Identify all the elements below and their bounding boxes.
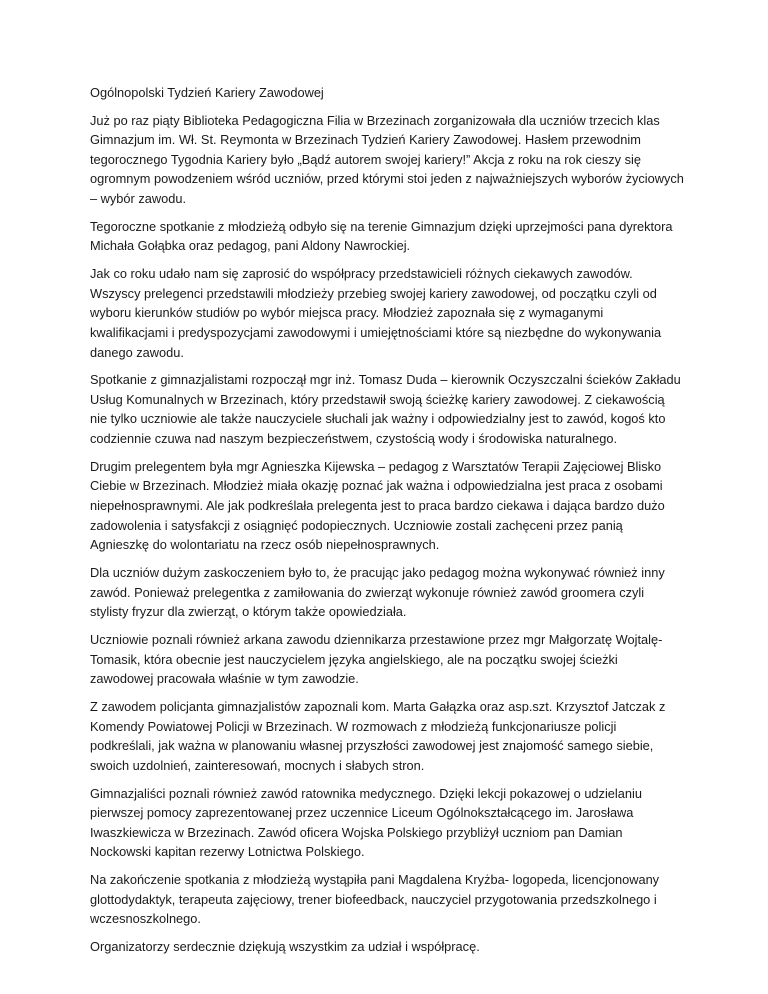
paragraph-closing-speaker: Na zakończenie spotkania z młodzieżą wystąpiła pani Magdalena Kryżba- logopeda, licencjonowany glottodydaktyk, terapeuta zajęciowy, trener biofeedback, nauczyciel przygotowania przedszkolnego i wczesnoszkolnego. (90, 872, 660, 927)
paragraph-venue: Tegoroczne spotkanie z młodzieżą odbyło się na terenie Gimnazjum dzięki uprzejmości pana dyrektora Michała Gołąbka oraz pedagog, pani Aldony Nawrockiej. (90, 218, 673, 254)
paragraph-agnieszka-kijewska: Drugim prelegentem była mgr Agnieszka Kijewska – pedagog z Warsztatów Terapii Zajęciowej Blisko Ciebie w Brzezinach. Młodzież miała okazję poznać jak ważna i odpowiedzialna jest praca z osobami niepełnosprawnymi. Ale jak podkreślała prelegenta jest to praca bardzo ciekawa i dająca bardzo dużo zadowolenia i satysfakcji z osiągnięć podopiecznych. Uczniowie zostali zachęceni przez panią Agnieszkę do wolontariatu na rzecz osób niepełnosprawnych. (90, 458, 665, 553)
document-body (90, 83, 684, 965)
paragraph-paramedic: Gimnazjaliści poznali również zawód ratownika medycznego. Dzięki lekcji pokazowej o udzielaniu pierwszej pomocy zaprezentowanej przez uczennice Liceum Ogólnokształcącego im. Jarosława Iwaszkiewicza w Brzezinach. Zawód oficera Wojska Polskiego przybliżył uczniom pan Damian Nockowski kapitan rezerwy Lotnictwa Polskiego. (90, 785, 642, 860)
paragraph-thanks: Organizatorzy serdecznie dziękują wszystkim za udział i współpracę. (90, 939, 480, 955)
paragraph-tomasz-duda: Spotkanie z gimnazjalistami rozpoczął mgr inż. Tomasz Duda – kierownik Oczyszczalni ścieków Zakładu Usług Komunalnych w Brzezinach, który przedstawił swoją ścieżkę kariery zawodowej. Z ciekawością nie tylko uczniowie ale także nauczyciele słuchali jak ważny i odpowiedzialny jest to zawód, kogoś kto codziennie czuwa nad naszym bezpieczeństwem, czystością wody i środowiska naturalnego. (90, 372, 681, 447)
document-title: Ogólnopolski Tydzień Kariery Zawodowej (90, 85, 324, 100)
paragraph-speakers: Jak co roku udało nam się zaprosić do współpracy przedstawicieli różnych ciekawych zawodów. Wszyscy prelegenci przedstawili młodzieży przebieg swojej kariery zawodowej, od początku czyli od wyboru kierunków studiów po wybór miejsca pracy. Młodzież zapoznała się z wymaganymi kwalifikacjami i predyspozycjami zawodowymi i umiejętnościami które są niezbędne do wykonywania danego zawodu. (90, 266, 662, 360)
paragraph-police: Z zawodem policjanta gimnazjalistów zapoznali kom. Marta Gałązka oraz asp.szt. Krzysztof Jatczak z Komendy Powiatowej Policji w Brzezinach. W rozmowach z młodzieżą funkcjonariusze policji podkreślali, jak ważna w planowaniu własnej przyszłości zawodowej jest znajomość samego siebie, swoich uzdolnień, zainteresowań, mocnych i słabych stron. (90, 698, 666, 773)
paragraph-journalist: Uczniowie poznali również arkana zawodu dziennikarza przestawione przez mgr Małgorzatę Wojtalę-Tomasik, która obecnie jest nauczycielem języka angielskiego, ale na początku swojej ścieżki zawodowej pracowała właśnie w tym zawodzie. (90, 631, 663, 687)
paragraph-groomer: Dla uczniów dużym zaskoczeniem było to, że pracując jako pedagog można wykonywać również inny zawód. Ponieważ prelegentka z zamiłowania do zwierząt wykonuje również zawód groomera czyli stylisty fryzur dla zwierząt, o którym także opowiedziała. (90, 565, 665, 620)
paragraph-intro: Już po raz piąty Biblioteka Pedagogiczna Filia w Brzezinach zorganizowała dla uczniów trzecich klas Gimnazjum im. Wł. St. Reymonta w Brzezinach Tydzień Kariery Zawodowej. Hasłem przewodnim tegorocznego Tygodnia Kariery było „Bądź autorem swojej kariery!” Akcja z roku na rok cieszy się ogromnym powodzeniem wśród uczniów, przed którymi stoi jeden z najważniejszych wyborów życiowych – wybór zawodu. (90, 112, 684, 206)
